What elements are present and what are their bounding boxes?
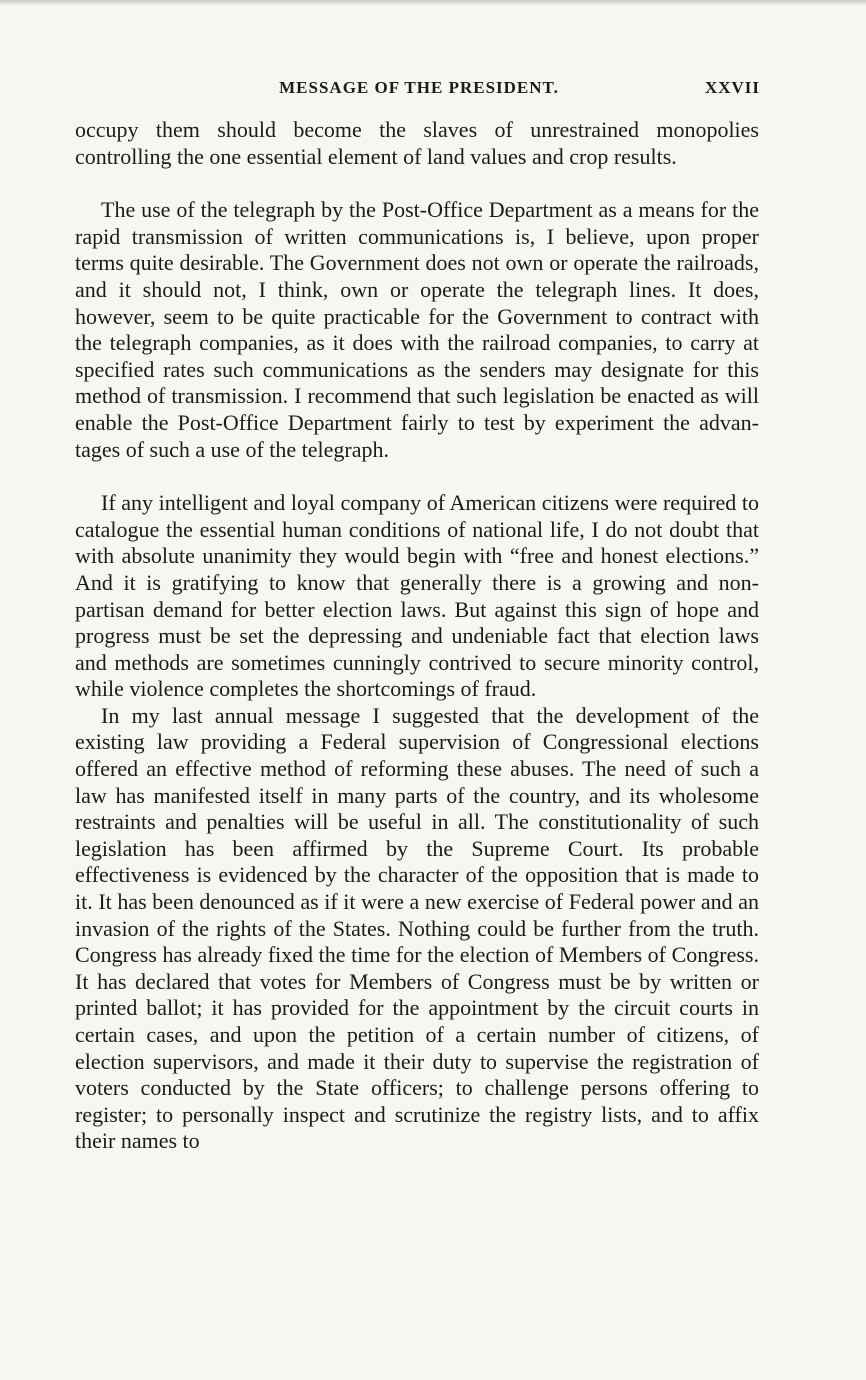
paragraph-federal-supervision: In my last annual message I suggested that the development of the existing law providing a Federal supervision of Congressional elections offered an effective method of reforming these abuses. The need of such a law has manifested itself in many parts of the country, and its wholesome restraints and penalties will be useful in all. The constitutionality of such legislation has been affirmed by the Supreme Court. Its probable effectiveness is evidenced by the character of the opposition that is made to it. It has been denounced as if it were a new exercise of Federal power and an invasion of the rights of the States. Nothing could be further from the truth. Congress has already fixed the time for the election of Members of Congress. It has declared that votes for Members of Congress must be by written or printed ballot; it has provided for the appointment by the circuit courts in certain cases, and upon the petition of a certain number of citizens, of election supervisors, and made it their duty to supervise the registration of voters conducted by the State officers; to challenge persons offering to register; to personally inspect and scrutinize the registry lists, and to affix their names to <box>75 702 759 1154</box>
paragraph-elections: If any intelligent and loyal company of American citizens were required to catalogue the essential human conditions of national life, I do not doubt that with absolute unanimity they would begin with “free and honest elections.” And it is gratifying to know that generally there is a growing and non-partisan demand for better election laws. But against this sign of hope and progress must be set the depressing and undeniable fact that election laws and methods are sometimes cunningly contrived to secure minority control, while violence completes the shortcomings of fraud. <box>75 490 759 702</box>
page-header <box>74 78 764 106</box>
page-number: XXVII <box>704 78 760 97</box>
page-top-edge <box>0 0 866 6</box>
paragraph-telegraph: The use of the telegraph by the Post-Office Department as a means for the rapid transmission of written communications is, I believe, upon proper terms quite desirable. The Government does not own or operate the railroads, and it should not, I think, own or operate the telegraph lines. It does, however, seem to be quite practicable for the Government to contract with the telegraph companies, as it does with the railroad companies, to carry at specified rates such communications as the senders may designate for this method of transmission. I recommend that such legislation be enacted as will enable the Post-Office Department fairly to test by experiment the advantages of such a use of the telegraph. <box>75 197 759 462</box>
running-title: MESSAGE OF THE PRESIDENT. <box>279 78 559 97</box>
body-text <box>75 117 759 1155</box>
paragraph-continuation: occupy them should become the slaves of unrestrained monopolies controlling the one essential element of land values and crop results. <box>75 117 759 169</box>
